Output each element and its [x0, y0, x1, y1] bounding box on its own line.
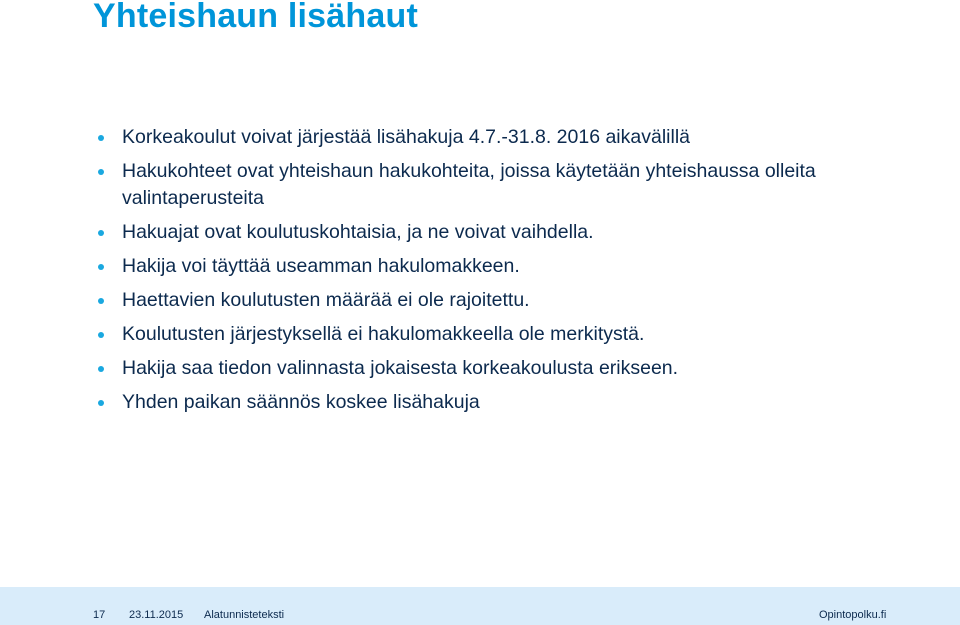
- bullet-dot-icon: [98, 366, 104, 372]
- bullet-text: Hakuajat ovat koulutuskohtaisia, ja ne voivat vaihdella.: [122, 221, 594, 243]
- bullet-list: [98, 124, 938, 423]
- bullet-item: [98, 355, 938, 382]
- bullet-item: [98, 219, 938, 246]
- bullet-text: Haettavien koulutusten määrää ei ole rajoitettu.: [122, 289, 530, 311]
- bullet-item: [98, 158, 938, 212]
- footer-brand: Opintopolku.fi: [819, 609, 887, 621]
- bullet-dot-icon: [98, 264, 104, 270]
- bullet-text: Hakija saa tiedon valinnasta jokaisesta korkeakoulusta erikseen.: [122, 357, 679, 379]
- bullet-text: Yhden paikan säännös koskee lisähakuja: [122, 391, 480, 413]
- footer-page-number: 17: [93, 609, 106, 621]
- bullet-text: Koulutusten järjestyksellä ei hakulomakkeella ole merkitystä.: [122, 323, 645, 345]
- bullet-text: Hakukohteet ovat yhteishaun hakukohteita, joissa käytetään yhteishaussa olleita valintaperusteita: [122, 160, 816, 209]
- bullet-dot-icon: [98, 169, 104, 175]
- bullet-text: Korkeakoulut voivat järjestää lisähakuja 4.7.-31.8. 2016 aikavälillä: [122, 126, 691, 148]
- bullet-dot-icon: [98, 400, 104, 406]
- bullet-item: [98, 253, 938, 280]
- bullet-dot-icon: [98, 332, 104, 338]
- footer-date: 23.11.2015: [129, 609, 184, 621]
- bullet-dot-icon: [98, 230, 104, 236]
- bullet-item: [98, 389, 938, 416]
- slide-title: Yhteishaun lisähaut: [93, 0, 418, 35]
- bullet-dot-icon: [98, 298, 104, 304]
- footer-note: Alatunnisteteksti: [204, 609, 285, 621]
- bullet-text: Hakija voi täyttää useamman hakulomakkeen.: [122, 255, 520, 277]
- bullet-item: [98, 287, 938, 314]
- bullet-item: [98, 321, 938, 348]
- bullet-item: [98, 124, 938, 151]
- bullet-dot-icon: [98, 135, 104, 141]
